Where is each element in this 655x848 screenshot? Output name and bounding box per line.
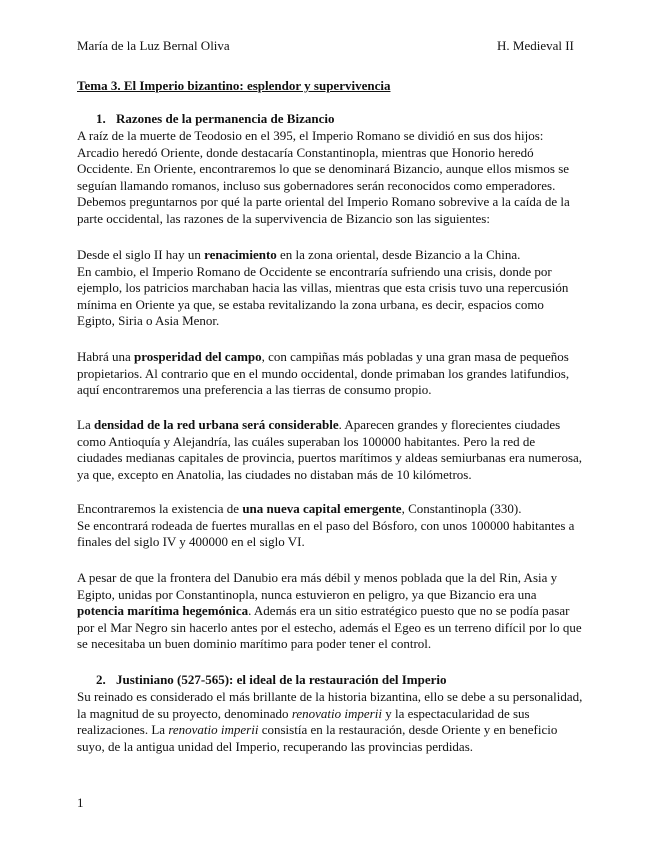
text-line: parte occidental, las razones de la supervivencia de Bizancio son las siguientes: (77, 210, 490, 226)
paragraph-renacimiento (77, 247, 577, 330)
text-line: Arcadio heredó Oriente, donde destacaría Constantinopla, mientras que Honorio heredó (77, 144, 534, 160)
header-course: H. Medieval II (497, 38, 574, 53)
text-line: potencia marítima hegemónica. Además era un sitio estratégico puesto que no se podía pasar (77, 603, 570, 619)
text-line: mínima en Oriente ya que, se estaba revitalizando la zona urbana, es decir, espacios como (77, 296, 544, 312)
paragraph-justiniano (77, 689, 583, 755)
text-line: Occidente. En Oriente, encontraremos lo que se denominará Bizancio, aunque ellos mismos se (77, 161, 570, 177)
paragraph-densidad (77, 417, 583, 483)
paragraph-intro (77, 128, 577, 228)
text-line: la magnitud de su proyecto, denominado renovatio imperii y la espectacularidad de sus (77, 705, 530, 721)
bold-term: densidad de la red urbana será considerable (93, 417, 339, 432)
topic-title: Tema 3. El Imperio bizantino: esplendor y supervivencia (77, 78, 391, 93)
text-line: suyo, de la antigua unidad del Imperio, recuperando las provincias perdidas. (77, 738, 474, 754)
paragraph-prosperidad (77, 349, 577, 399)
text-line: ejemplo, los patricios marchaban hacia las villas, mientras que esta crisis tuvo una repercusión (77, 280, 569, 296)
text-line: realizaciones. La renovatio imperii consistía en la restauración, desde Oriente y en beneficio (77, 722, 558, 738)
text-line: ciudades medianas capitales de provincia, puertos marítimos y aldeas semiurbanas era numerosa, (77, 450, 583, 466)
text-line: Egipto, unidas por Constantinopla, nunca estuvieron en peligro, ya que Bizancio era una (77, 586, 537, 602)
text-line: A pesar de que la frontera del Danubio era más débil y menos poblada que la del Rin, Asia y (77, 570, 558, 585)
text-line: Desde el siglo II hay un renacimiento en la zona oriental, desde Bizancio a la China. (77, 247, 521, 262)
text-line: Se encontrará rodeada de fuertes murallas en el paso del Bósforo, con unos 100000 habitantes a (77, 517, 575, 533)
text-line: Debemos preguntarnos por qué la parte oriental del Imperio Romano sobrevive a la caída de la (77, 194, 570, 210)
text-line: por el Mar Negro sin hacerlo antes por el estecho, además el Egeo es un terreno difícil por lo que (77, 619, 582, 635)
bold-term: renacimiento (204, 247, 277, 262)
text-line: Su reinado es considerado el más brillante de la historia bizantina, ello se debe a su personalidad, (77, 689, 583, 704)
bold-term: una nueva capital emergente (242, 501, 402, 516)
section-heading-1 (96, 111, 334, 127)
section-number: 2. (96, 672, 106, 687)
text-line: como Antioquía y Alejandría, las cuáles superaban los 100000 habitantes. Pero la red de (77, 433, 536, 449)
paragraph-capital (77, 501, 577, 551)
text-line: propietarios. Al contrario que en el mundo occidental, donde primaban los grandes latifundios, (77, 365, 570, 381)
text-line: A raíz de la muerte de Teodosio en el 395, el Imperio Romano se dividió en sus dos hijos: (77, 128, 544, 143)
page-number: 1 (77, 795, 84, 810)
text-line: aquí encontraremos una preferencia a las tierras de consumo propio. (77, 382, 432, 398)
text-line: seguían llamando romanos, incluso sus gobernadores serán reconocidos como emperadores. (77, 177, 556, 193)
text-line: se necesitaba un buen dominio marítimo para poder tener el control. (77, 636, 432, 652)
section-number: 1. (96, 111, 106, 126)
text-line: Encontraremos la existencia de una nueva capital emergente, Constantinopla (330). (77, 501, 522, 516)
italic-term: renovatio imperii (291, 705, 382, 721)
text-line: Egipto, Siria o Asia Menor. (77, 313, 220, 329)
section-heading-2 (96, 672, 447, 688)
text-line: Habrá una prosperidad del campo, con campiñas más pobladas y una gran masa de pequeños (77, 349, 569, 364)
section-title: Razones de la permanencia de Bizancio (116, 111, 335, 126)
text-line: ya que, excepto en Anatolia, las ciudades no distaban más de 10 kilómetros. (77, 466, 472, 482)
bold-term: potencia marítima hegemónica (77, 603, 249, 619)
header-author: María de la Luz Bernal Oliva (77, 38, 230, 53)
text-line: En cambio, el Imperio Romano de Occidente se encontraría sufriendo una crisis, donde por (77, 263, 552, 279)
text-line: finales del siglo IV y 400000 en el siglo VI. (77, 534, 305, 550)
bold-term: prosperidad del campo (134, 349, 262, 364)
text-line: La densidad de la red urbana será considerable. Aparecen grandes y florecientes ciudades (77, 417, 561, 432)
italic-term: renovatio imperii (168, 722, 259, 738)
paragraph-frontera (77, 570, 582, 653)
section-title: Justiniano (527-565): el ideal de la restauración del Imperio (116, 672, 447, 687)
